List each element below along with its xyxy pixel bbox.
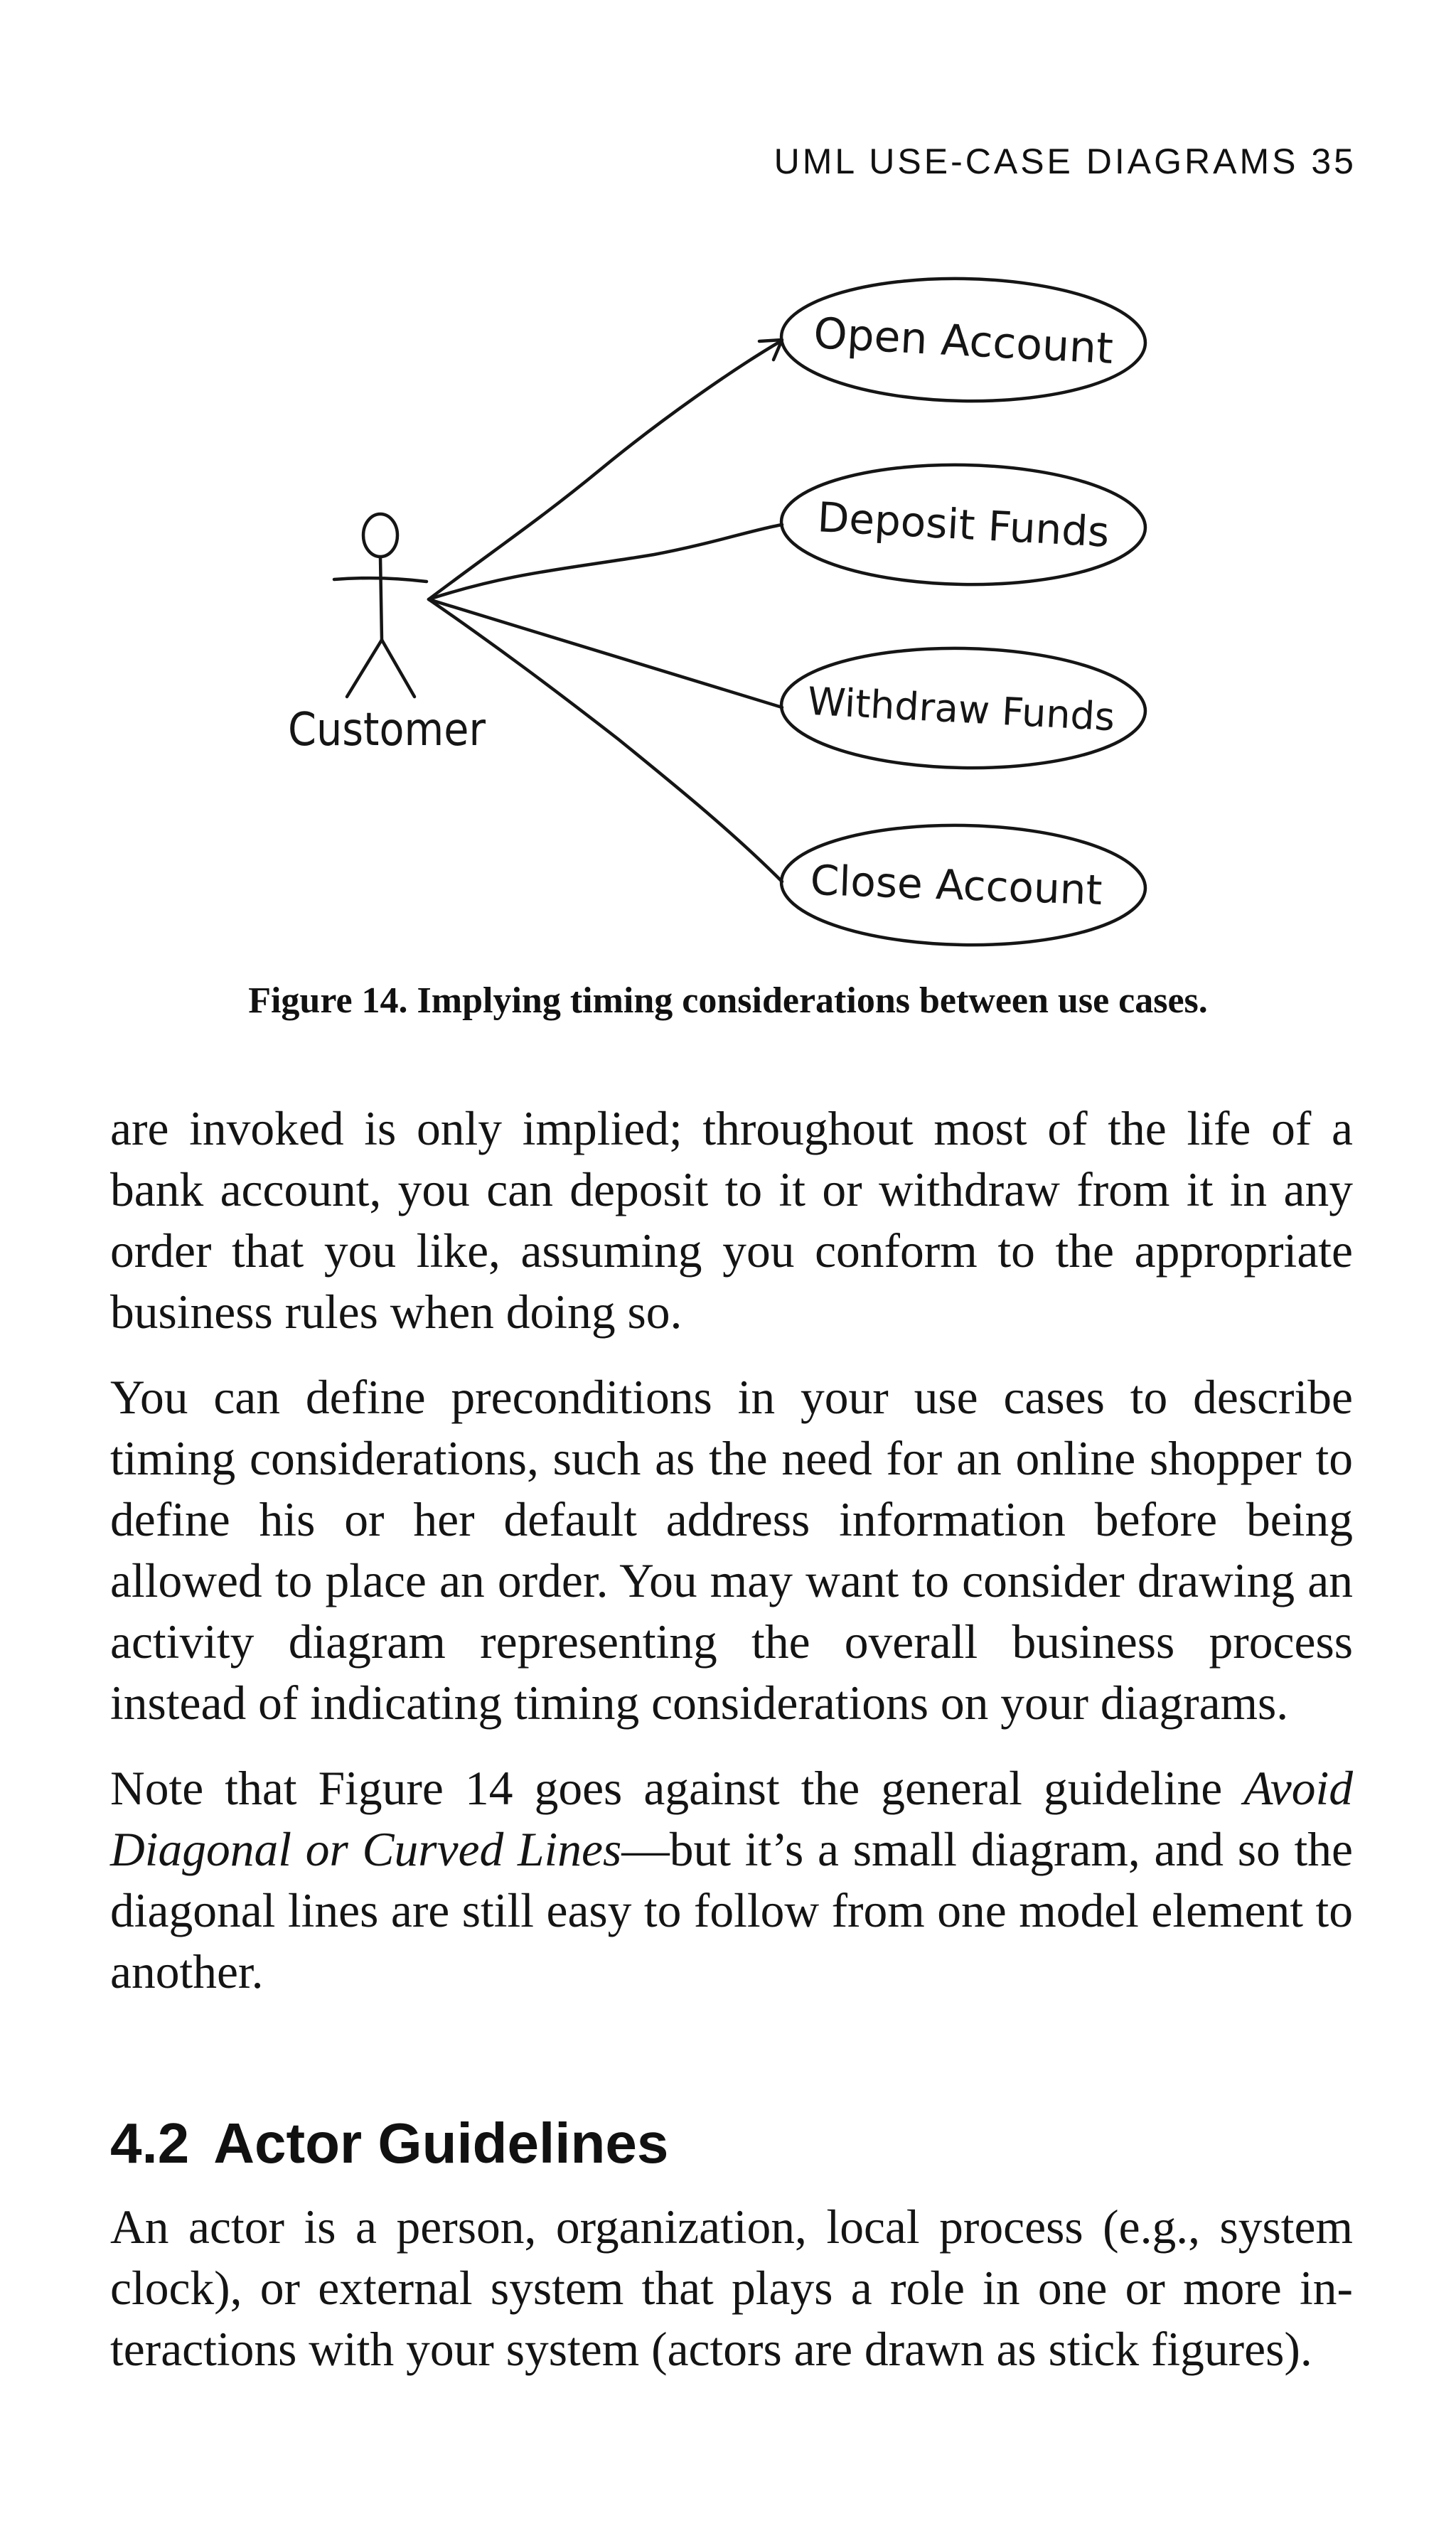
use-case-label-deposit-funds: Deposit Funds: [816, 493, 1111, 557]
section-title: Actor Guidelines: [213, 2111, 669, 2175]
paragraph: You can define preconditions in your use cases to describe timing considerations, such as the need for an online shopper to define his or her default address information before being allowed to place an order. You may want to consider drawing an activity diagram representing the overall business process instead of indicating timing considerations on your diagrams.: [110, 1371, 1353, 1730]
section-heading: [110, 2108, 668, 2179]
use-case-label-withdraw-funds: Withdraw Funds: [806, 678, 1116, 740]
body-text: [110, 1098, 1353, 2027]
actor-label: Customer: [288, 704, 486, 756]
section-number: 4.2: [110, 2111, 190, 2175]
actor-stick-figure: [334, 514, 427, 697]
paragraph-text: —but it’s a small diagram, and so the diagonal lines are still easy to follow from one model element to another.: [110, 1823, 1353, 1998]
use-case-label-open-account: Open Account: [812, 309, 1115, 374]
paragraph-text: Note that Figure 14 goes against the general guideline: [110, 1762, 1244, 1815]
paragraph: are invoked is only implied; throughout most of the life of a bank account, you can deposit to it or withdraw from it in any order that you like, assuming you conform to the appropriate business rules when doing so.: [110, 1102, 1353, 1339]
paragraph: [110, 1758, 1353, 2003]
association-line-open-account: [429, 341, 781, 599]
running-head: UML USE-CASE DIAGRAMS 35: [774, 141, 1356, 181]
use-case-label-close-account: Close Account: [809, 855, 1103, 915]
guideline-reference: Avoid Diagonal or Curved Lines: [110, 1762, 1353, 1876]
use-case-diagram: [0, 242, 1456, 967]
association-line-withdraw-funds: [429, 599, 782, 707]
figure-caption: Figure 14. Implying timing considerations between use cases.: [248, 980, 1208, 1021]
section-paragraph: An actor is a person, organization, local process (e.g., system clock), or external system that plays a role in one or more interactions with your system (actors are drawn as stick figures).: [110, 2200, 1353, 2376]
